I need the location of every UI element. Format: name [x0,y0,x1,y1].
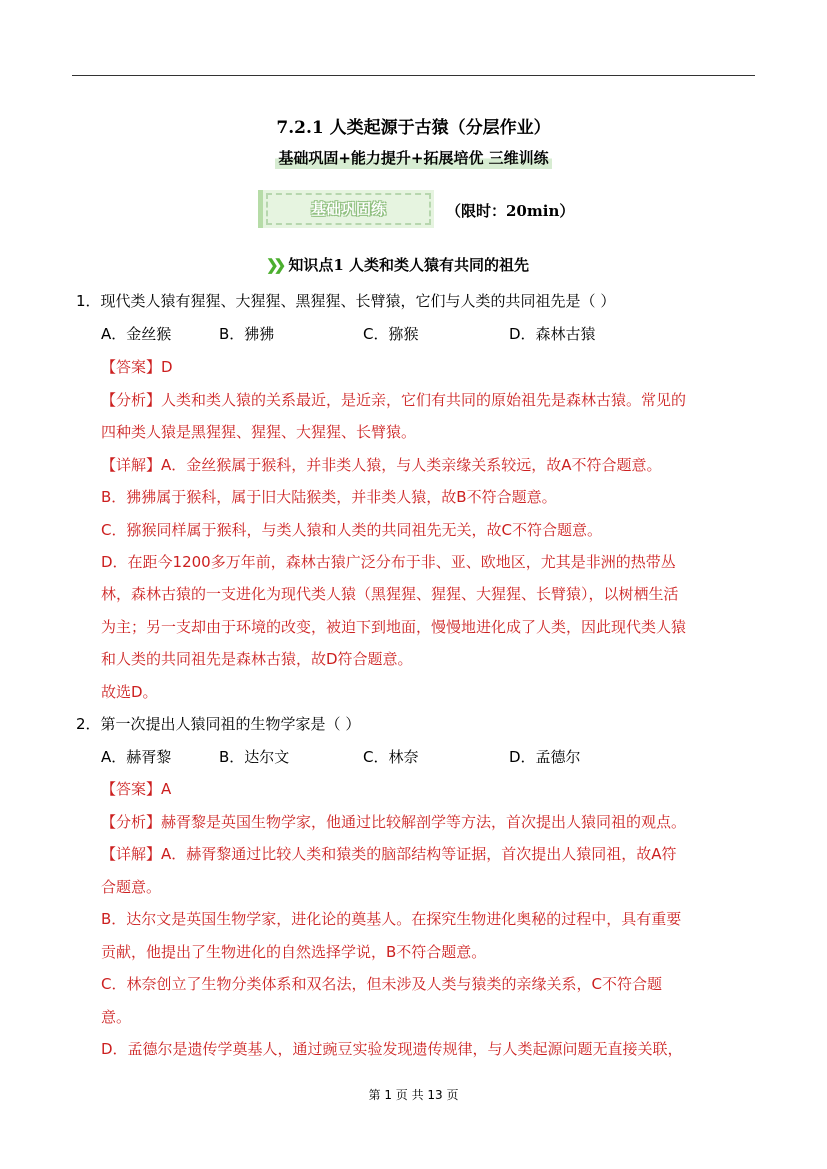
q2-answer: 【答案】A [101,780,172,798]
badge-label: 基础巩固练 [310,200,386,218]
q1-detail-7: 和人类的共同祖先是森林古猿，故D符合题意。 [101,650,413,668]
header-rule [72,75,755,76]
q1-conclusion: 故选D。 [101,683,158,701]
q2-detail-3: B．达尔文是英国生物学家，进化论的奠基人。在探究生物进化奥秘的过程中，具有重要 [101,910,682,928]
q1-detail-1: 【详解】A．金丝猴属于猴科，并非类人猿，与人类亲缘关系较远，故A不符合题意。 [101,456,662,474]
question-2-option-a: A．赫胥黎 [101,748,172,766]
page-title: 7.2.1 人类起源于古猿（分层作业） [276,118,551,138]
q1-detail-3: C．猕猴同样属于猴科，与类人猿和人类的共同祖先无关，故C不符合题意。 [101,521,602,539]
q2-detail-6: 意。 [101,1008,132,1026]
question-2-option-d: D．孟德尔 [509,748,581,766]
question-2-option-b: B．达尔文 [219,748,290,766]
q1-detail-5: 林，森林古猿的一支进化为现代类人猿（黑猩猩、猩猩、大猩猩、长臂猿），以树栖生活 [101,585,679,603]
q1-analysis-1: 【分析】人类和类人猿的关系最近，是近亲，它们有共同的原始祖先是森林古猿。常见的 [101,391,687,409]
q1-detail-2: B．狒狒属于猴科，属于旧大陆猴类，并非类人猿，故B不符合题意。 [101,488,557,506]
q2-detail-2: 合题意。 [101,878,162,896]
q2-detail-7: D．孟德尔是遗传学奠基人，通过豌豆实验发现遗传规律，与人类起源问题无直接关联， [101,1040,683,1058]
question-2-option-c: C．林奈 [363,748,419,766]
question-1-option-a: A．金丝猴 [101,325,172,343]
q2-analysis-1: 【分析】赫胥黎是英国生物学家，他通过比较解剖学等方法，首次提出人猿同祖的观点。 [101,813,687,831]
q1-detail-6: 为主；另一支却由于环境的改变，被迫下到地面，慢慢地进化成了人类，因此现代类人猿 [101,618,687,636]
question-1-option-c: C．猕猴 [363,325,419,343]
page-footer: 第 1 页 共 13 页 [368,1088,459,1102]
double-chevron-right-icon: ❯❯ [266,256,282,274]
q2-detail-5: C．林奈创立了生物分类体系和双名法，但未涉及人类与猿类的亲缘关系，C不符合题 [101,975,662,993]
section-badge [258,190,434,228]
question-1-option-b: B．狒狒 [219,325,275,343]
question-1-option-d: D．森林古猿 [509,325,596,343]
q1-detail-4: D．在距今1200多万年前，森林古猿广泛分布于非、亚、欧地区，尤其是非洲的热带丛 [101,553,676,571]
question-2-stem: 2．第一次提出人猿同祖的生物学家是（ ） [76,715,361,733]
q2-detail-1: 【详解】A．赫胥黎通过比较人类和猿类的脑部结构等证据，首次提出人猿同祖，故A符 [101,845,677,863]
knowledge-point-heading [266,254,529,275]
q2-detail-4: 贡献，他提出了生物进化的自然选择学说，B不符合题意。 [101,943,487,961]
subtitle-container [0,146,827,169]
question-1-stem: 1．现代类人猿有猩猩、大猩猩、黑猩猩、长臂猿，它们与人类的共同祖先是（ ） [76,292,616,310]
knowledge-point-label: 知识点1 人类和类人猿有共同的祖先 [288,256,530,274]
page-subtitle: 基础巩固+能力提升+拓展培优 三维训练 [275,146,551,169]
time-limit: （限时：20min） [446,202,575,220]
q1-answer: 【答案】D [101,358,173,376]
q1-analysis-2: 四种类人猿是黑猩猩、猩猩、大猩猩、长臂猿。 [101,423,417,441]
